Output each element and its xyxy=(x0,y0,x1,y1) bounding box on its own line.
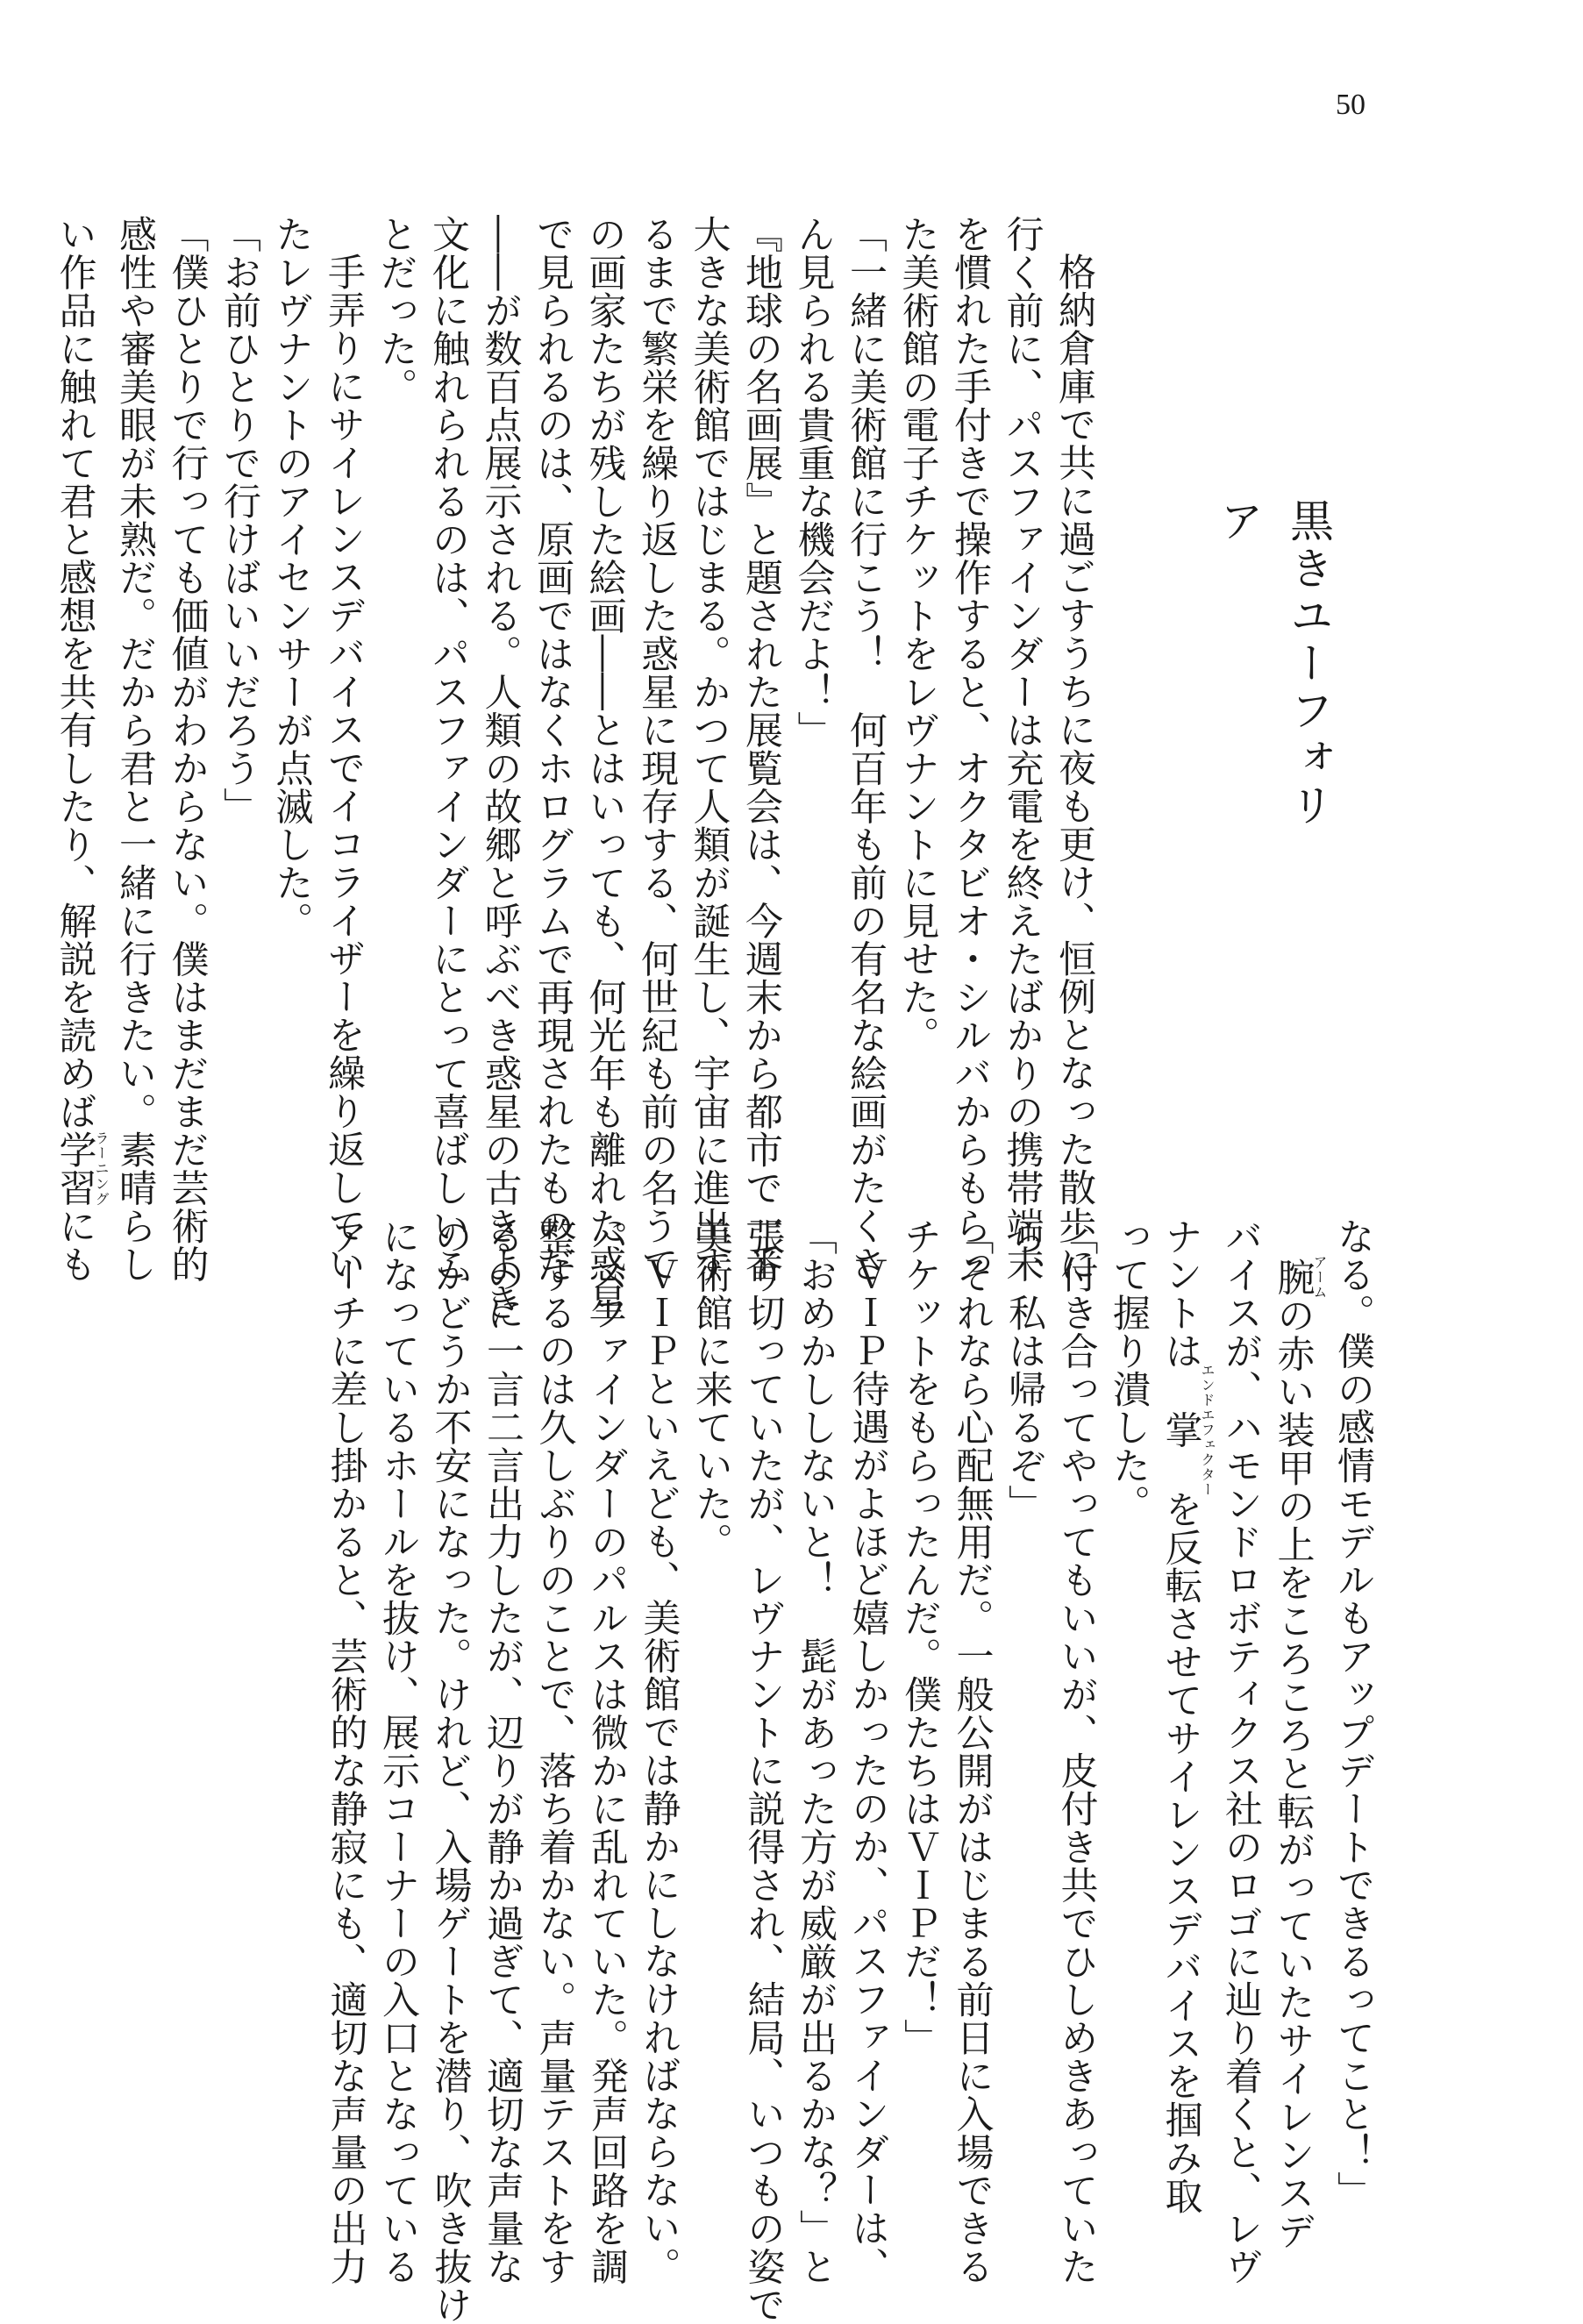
text-line xyxy=(160,215,213,1283)
text-line xyxy=(894,1217,946,2169)
text-segment: ＶＩＰといえども、美術館では静かにしなければならない。 xyxy=(637,1255,681,2285)
text-line xyxy=(787,215,839,1166)
text-segment: を反転させてサイレンスデバイスを掴み取 xyxy=(1159,1490,1203,2215)
text-line xyxy=(682,215,735,1283)
text-line xyxy=(265,215,317,1166)
text-line xyxy=(1327,1217,1380,2209)
text-segment: チケットをもらったんだ。僕たちはＶＩＰだ！」 xyxy=(898,1217,942,2057)
text-line xyxy=(737,1217,789,2324)
text-segment: るまで繁栄を繰り返した惑星に現存する、何世紀も前の名うて xyxy=(635,215,679,1283)
text-line xyxy=(317,215,370,1283)
ruby-base: 腕 xyxy=(1271,1255,1316,1300)
text-line xyxy=(476,1217,529,2285)
text-segment: の画家たちが残した絵画――とはいっても、何光年も離れた惑星 xyxy=(582,215,627,1322)
text-line xyxy=(474,215,526,1322)
ruby-annotation xyxy=(1159,1363,1216,1497)
text-line xyxy=(632,1217,685,2285)
text-segment: 「一緒に美術館に行こう！ 何百年も前の有名な絵画がたくさ xyxy=(844,215,888,1283)
text-line xyxy=(1266,1217,1328,2250)
text-block-upper xyxy=(53,215,1100,1322)
text-segment: 『地球の名画展』と題された展覧会は、今週末から都市で一番 xyxy=(739,215,783,1283)
text-segment: ――が数百点展示される。人類の故郷と呼ぶべき惑星の古きよき xyxy=(478,215,523,1322)
text-segment: るのに一言二言出力したが、辺りが静か過ぎて、適切な声量な xyxy=(481,1217,524,2285)
text-segment: 手弄りにサイレンスデバイスでイコライザーを繰り返してい xyxy=(322,253,366,1283)
text-block-lower xyxy=(223,1217,1379,2324)
text-line xyxy=(1215,1217,1267,2285)
text-segment: 整するのは久しぶりのことで、落ち着かない。声量テストをす xyxy=(532,1217,577,2285)
text-line xyxy=(319,1217,372,2285)
text-line xyxy=(581,1217,633,2285)
text-segment: になっているホールを抜け、展示コーナーの入口となっている xyxy=(376,1217,420,2285)
text-segment: アーチに差し掛かると、芸術的な静寂にも、適切な声量の出力 xyxy=(324,1217,368,2285)
text-segment: い作品に触れて君と感想を共有したり、解説を読めば xyxy=(53,215,97,1130)
text-segment: にも xyxy=(53,1207,97,1283)
text-segment: を慣れた手付きで操作すると、オクタビオ・シルバからもらっ xyxy=(948,215,992,1283)
ruby-reading: ラーニング xyxy=(93,1130,110,1207)
text-segment: 「それなら心配無用だ。一般公開がはじまる前日に入場できる xyxy=(950,1217,995,2285)
text-line xyxy=(1048,215,1101,1283)
text-segment: 行く前に、パスファインダーは充電を終えたばかりの携帯端末 xyxy=(1000,215,1045,1283)
text-line xyxy=(528,1217,581,2285)
text-segment: た美術館の電子チケットをレヴナントに見せた。 xyxy=(895,215,940,1054)
ruby-annotation xyxy=(53,1130,110,1207)
text-line xyxy=(369,215,422,1166)
text-line xyxy=(1102,1217,1155,2169)
text-line xyxy=(839,215,892,1283)
text-line xyxy=(424,1217,476,2324)
text-line xyxy=(1050,1217,1102,2285)
text-line xyxy=(372,1217,424,2285)
text-line xyxy=(213,215,266,1166)
text-line xyxy=(109,215,161,1283)
text-segment: 「付き合ってやってもいいが、皮付き共でひしめきあっていた xyxy=(1054,1217,1099,2285)
text-segment: 感性や審美眼が未熟だ。だから君と一緒に行きたい。素晴らし xyxy=(113,215,157,1283)
text-line xyxy=(841,1217,894,2285)
text-segment: バイスが、ハモンドロボティクス社のロゴに辿り着くと、レヴ xyxy=(1219,1217,1263,2285)
text-segment: 張り切っていたが、レヴナントに説得され、結局、いつもの姿で xyxy=(741,1217,786,2324)
text-line xyxy=(48,215,110,1283)
text-segment: パスファインダーのパルスは微かに乱れていた。発声回路を調 xyxy=(585,1217,629,2285)
text-line xyxy=(1154,1217,1216,2215)
text-segment: ナントは xyxy=(1159,1217,1203,1370)
text-segment: 「おめかししないと！ 髭があった方が威厳が出るかな？」と xyxy=(794,1217,838,2285)
text-segment: で見られるのは、原画ではなくホログラムで再現されたものだ xyxy=(531,215,574,1283)
text-line xyxy=(998,1217,1051,2169)
text-line xyxy=(631,215,683,1283)
ruby-annotation xyxy=(1271,1255,1328,1300)
text-segment: とだった。 xyxy=(374,215,418,406)
text-line xyxy=(422,215,474,1283)
page-number: 50 xyxy=(1336,89,1366,121)
ruby-base: 掌 xyxy=(1159,1363,1203,1497)
text-segment: 「僕ひとりで行っても価値がわからない。僕はまだまだ芸術的 xyxy=(165,215,210,1283)
text-segment: 格納倉庫で共に過ごすうちに夜も更け、恒例となった散歩に xyxy=(1052,253,1096,1283)
text-line xyxy=(526,215,579,1283)
ruby-reading: エンドエフェクター xyxy=(1199,1363,1216,1497)
text-segment: 「お前ひとりで行けばいいだろう」 xyxy=(217,215,261,825)
text-segment: たレヴナントのアイセンサーが点滅した。 xyxy=(269,215,314,940)
ruby-base: 学習 xyxy=(53,1130,97,1207)
text-line xyxy=(685,1217,738,2169)
text-segment: って握り潰した。 xyxy=(1107,1217,1151,1522)
text-segment: ＶＩＰ待遇がよほど嬉しかったのか、パスファインダーは、 xyxy=(845,1255,890,2285)
text-segment: の赤い装甲の上をころころと転がっていたサイレンスデ xyxy=(1271,1296,1316,2250)
chapter-title: 黒きユーフォリア xyxy=(1213,498,1334,830)
text-line xyxy=(995,215,1048,1283)
text-line xyxy=(944,215,996,1283)
text-segment: 美術館に来ていた。 xyxy=(689,1217,733,1561)
text-line xyxy=(891,215,944,1166)
text-segment: 文化に触れられるのは、パスファインダーにとって喜ばしいこ xyxy=(426,215,470,1283)
text-segment: ん見られる貴重な機会だよ！」 xyxy=(791,215,836,749)
text-segment: のかどうか不安になった。けれど、入場ゲートを潜り、吹き抜け xyxy=(428,1217,473,2324)
text-segment: 大きな美術館ではじまる。かつて人類が誕生し、宇宙に進出す xyxy=(687,215,731,1283)
ruby-reading: アーム xyxy=(1311,1255,1328,1300)
text-line xyxy=(945,1217,998,2285)
text-line xyxy=(789,1217,842,2285)
text-segment: なる。僕の感情モデルもアップデートできるってこと！」 xyxy=(1331,1217,1375,2209)
text-line xyxy=(578,215,631,1322)
text-line xyxy=(735,215,788,1283)
text-segment: ら、私は帰るぞ」 xyxy=(1002,1217,1046,1522)
